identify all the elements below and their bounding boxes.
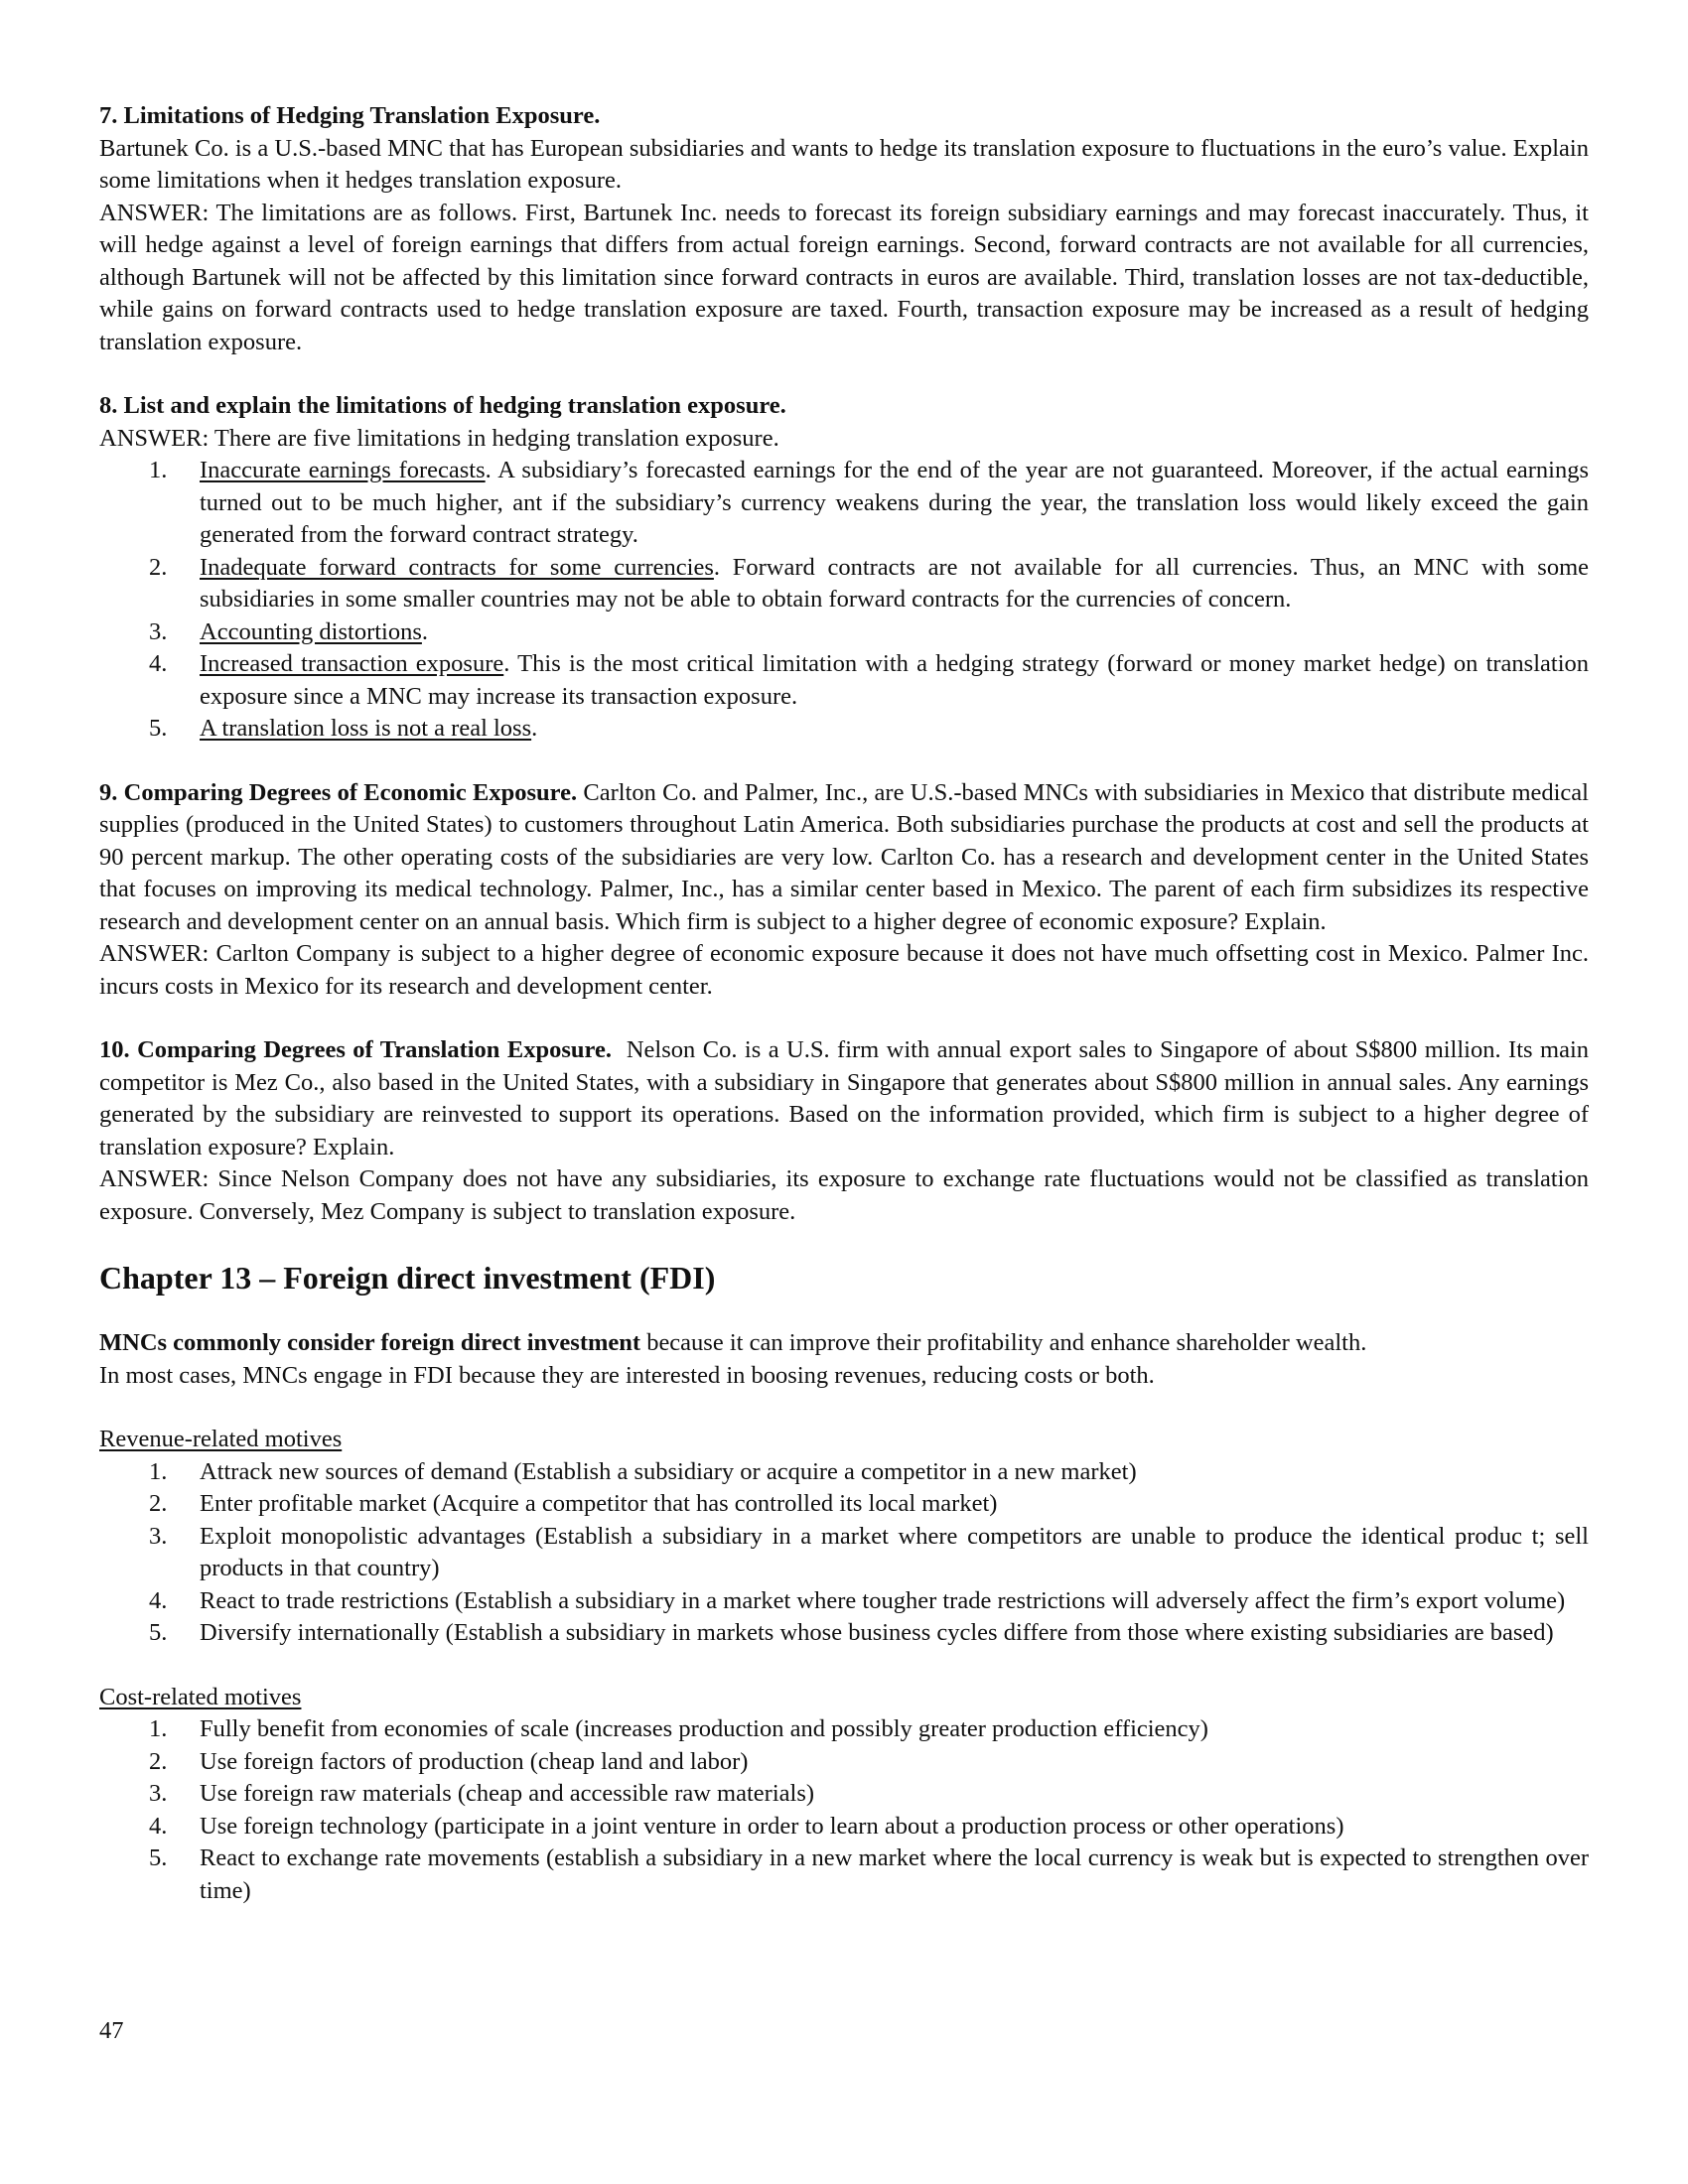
motive-text: Diversify internationally (Establish a subsidiary in markets whose business cycles differe from those where existing subsidiaries are based) bbox=[200, 1619, 1554, 1646]
question-9-heading: 9. Comparing Degrees of Economic Exposure. bbox=[99, 778, 578, 806]
limitations-list bbox=[99, 455, 1589, 746]
list-number: 2. bbox=[149, 1747, 168, 1775]
limitation-item bbox=[99, 616, 1589, 649]
limitation-item bbox=[99, 552, 1589, 616]
cost-motives-list bbox=[99, 1713, 1589, 1907]
motive-text: Enter profitable market (Acquire a competitor that has controlled its local market) bbox=[200, 1490, 998, 1517]
list-number: 4. bbox=[149, 650, 168, 677]
question-8-heading: 8. List and explain the limitations of hedging translation exposure. bbox=[99, 392, 786, 419]
motive-item bbox=[99, 1746, 1589, 1779]
list-number: 3. bbox=[149, 1780, 168, 1807]
question-10-body: Nelson Co. is a U.S. firm with annual export sales to Singapore of about S$800 million. Its main competitor is Mez Co., also based in the United States, with a subsidiary in Singapore that generates about S$800 million in annual sales. Any earnings generated by the subsidiary are reinvested to support its operations. Based on the information provided, which firm is subject to a higher degree of translation exposure? Explain. bbox=[99, 1036, 1596, 1160]
motive-text: Use foreign technology (participate in a joint venture in order to learn about a production process or other operations) bbox=[200, 1812, 1344, 1840]
limitation-title: Accounting distortions bbox=[200, 617, 422, 645]
chapter-title: Chapter 13 – Foreign direct investment (FDI) bbox=[99, 1260, 716, 1296]
list-number: 1. bbox=[149, 1457, 168, 1485]
question-7-text: Bartunek Co. is a U.S.-based MNC that has European subsidiaries and wants to hedge its translation exposure to fluctuations in the euro’s value. Explain some limitations when it hedges translation exposure. bbox=[99, 134, 1589, 194]
limitation-text: . A subsidiary’s forecasted earnings for the end of the year are not guaranteed. Moreover, if the actual earnings turned out to be much higher, ant if the subsidiary’s currency weakens during the year, the translation loss would likely exceed the gain generated from the forward contract strategy. bbox=[200, 457, 1590, 548]
limitation-text: . Forward contracts are not available for all currencies. Thus, an MNC with some subsidiaries in some smaller countries may not be able to obtain forward contracts for the currencies of concern. bbox=[200, 553, 1590, 613]
motive-item bbox=[99, 1617, 1589, 1650]
page-number: 47 bbox=[99, 2017, 124, 2044]
list-number: 4. bbox=[149, 1812, 168, 1840]
question-10-heading: 10. Comparing Degrees of Translation Exposure. bbox=[99, 1036, 612, 1063]
limitation-item bbox=[99, 648, 1589, 713]
motive-item bbox=[99, 1456, 1589, 1489]
chapter-intro bbox=[99, 1327, 1589, 1392]
question-7 bbox=[99, 100, 1589, 358]
motive-text: Exploit monopolistic advantages (Establish a subsidiary in a market where competitors are unable to produce the identical produc t; sell products in that country) bbox=[200, 1522, 1589, 1581]
question-9-answer: ANSWER: Carlton Company is subject to a higher degree of economic exposure because it does not have much offsetting cost in Mexico. Palmer Inc. incurs costs in Mexico for its research and development center. bbox=[99, 940, 1589, 1000]
list-number: 4. bbox=[149, 1586, 168, 1614]
motive-text: React to exchange rate movements (establish a subsidiary in a new market where the local currency is weak but is expected to strengthen over time) bbox=[200, 1844, 1589, 1904]
limitation-text: . This is the most critical limitation with a hedging strategy (forward or money market hedge) on translation exposure since a MNC may increase its transaction exposure. bbox=[200, 650, 1589, 710]
list-number: 1. bbox=[149, 457, 168, 483]
question-9-body: Carlton Co. and Palmer, Inc., are U.S.-based MNCs with subsidiaries in Mexico that distribute medical supplies (produced in the United States) to customers throughout Latin America. Both subsidiaries purchase the products at cost and sell the products at 90 percent markup. The other operating costs of the subsidiaries are very low. Carlton Co. has a research and development center in the United States that focuses on improving its medical technology. Palmer, Inc., has a similar center based in Mexico. The parent of each firm subsidizes its respective research and development center on an annual basis. Which firm is subject to a higher degree of economic exposure? Explain. bbox=[99, 778, 1589, 935]
motive-item bbox=[99, 1778, 1589, 1811]
list-number: 3. bbox=[149, 617, 168, 645]
cost-motives-heading: Cost-related motives bbox=[99, 1683, 302, 1710]
limitation-item bbox=[99, 713, 1589, 746]
question-8-answer-intro: ANSWER: There are five limitations in hedging translation exposure. bbox=[99, 424, 779, 452]
motive-text: Use foreign raw materials (cheap and accessible raw materials) bbox=[200, 1780, 815, 1807]
limitation-title: A translation loss is not a real loss bbox=[200, 715, 532, 742]
limitation-text: . bbox=[531, 715, 538, 742]
list-number: 2. bbox=[149, 1490, 168, 1517]
motive-text: React to trade restrictions (Establish a subsidiary in a market where tougher trade restrictions will adversely affect the firm’s export volume) bbox=[200, 1586, 1566, 1614]
list-number: 3. bbox=[149, 1522, 168, 1550]
motive-item bbox=[99, 1585, 1589, 1618]
list-number: 2. bbox=[149, 553, 168, 581]
question-10-answer: ANSWER: Since Nelson Company does not have any subsidiaries, its exposure to exchange rate fluctuations would not be classified as translation exposure. Conversely, Mez Company is subject to translation exposure. bbox=[99, 1165, 1589, 1225]
question-10 bbox=[99, 1034, 1596, 1228]
question-8 bbox=[99, 390, 1589, 746]
chapter-intro-rest: because it can improve their profitability and enhance shareholder wealth. bbox=[640, 1329, 1367, 1356]
revenue-motives-list bbox=[99, 1456, 1589, 1650]
motive-item bbox=[99, 1811, 1589, 1843]
document-page bbox=[99, 100, 1596, 1939]
motive-text: Attrack new sources of demand (Establish a subsidiary or acquire a competitor in a new market) bbox=[200, 1457, 1137, 1485]
revenue-motives bbox=[99, 1424, 1589, 1650]
motive-item bbox=[99, 1521, 1589, 1585]
limitation-title: Inaccurate earnings forecasts bbox=[200, 457, 486, 483]
question-7-heading: 7. Limitations of Hedging Translation Exposure. bbox=[99, 102, 601, 129]
question-9-text bbox=[99, 777, 1589, 939]
list-number: 5. bbox=[149, 1619, 168, 1646]
chapter-intro-bold: MNCs commonly consider foreign direct investment bbox=[99, 1329, 641, 1356]
chapter-intro-line1 bbox=[99, 1327, 1589, 1360]
motive-item bbox=[99, 1713, 1589, 1746]
limitation-item bbox=[99, 455, 1589, 552]
limitation-text: . bbox=[421, 617, 429, 645]
chapter-intro-line2: In most cases, MNCs engage in FDI because they are interested in boosing revenues, reducing costs or both. bbox=[99, 1361, 1155, 1389]
motive-item bbox=[99, 1488, 1589, 1521]
list-number: 1. bbox=[149, 1715, 168, 1742]
motive-text: Fully benefit from economies of scale (increases production and possibly greater production efficiency) bbox=[200, 1715, 1208, 1742]
revenue-motives-heading: Revenue-related motives bbox=[99, 1426, 343, 1452]
list-number: 5. bbox=[149, 715, 168, 742]
motive-item bbox=[99, 1843, 1589, 1907]
question-9 bbox=[99, 777, 1589, 1004]
limitation-title: Inadequate forward contracts for some currencies bbox=[200, 553, 714, 581]
cost-motives bbox=[99, 1682, 1589, 1908]
limitation-title: Increased transaction exposure bbox=[200, 650, 504, 677]
question-10-text bbox=[99, 1034, 1596, 1163]
question-7-answer: ANSWER: The limitations are as follows. First, Bartunek Inc. needs to forecast its foreign subsidiary earnings and may forecast inaccurately. Thus, it will hedge against a level of foreign earnings that differs from actual foreign earnings. Second, forward contracts are not available for all currencies, although Bartunek will not be affected by this limitation since forward contracts in euros are available. Third, translation losses are not tax-deductible, while gains on forward contracts used to hedge translation exposure are taxed. Fourth, transaction exposure may be increased as a result of hedging translation exposure. bbox=[99, 199, 1589, 355]
list-number: 5. bbox=[149, 1844, 168, 1871]
motive-text: Use foreign factors of production (cheap land and labor) bbox=[200, 1747, 749, 1775]
